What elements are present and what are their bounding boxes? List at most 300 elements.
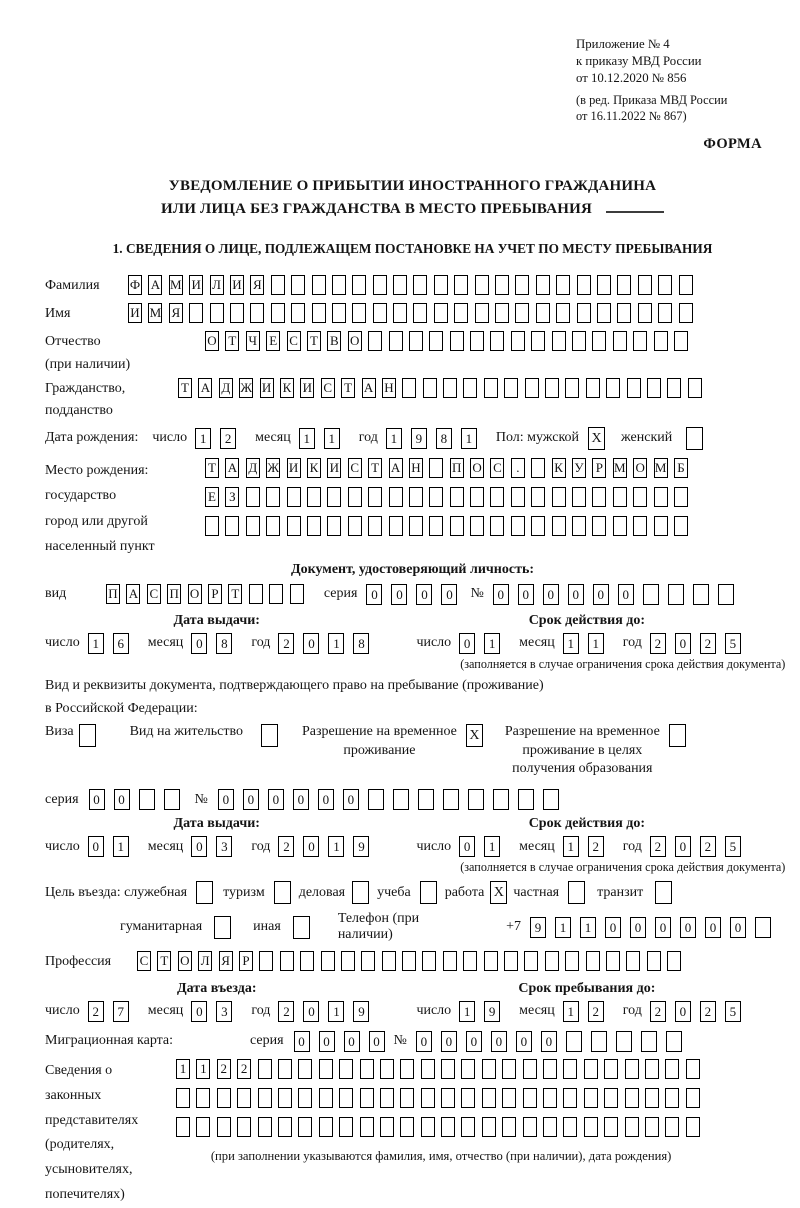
char-box[interactable]: 0: [459, 836, 475, 857]
char-box[interactable]: 2: [700, 1001, 716, 1022]
char-box[interactable]: [246, 487, 260, 507]
char-box[interactable]: 8: [436, 428, 452, 449]
checkbox[interactable]: [274, 881, 291, 904]
checkbox[interactable]: [293, 916, 310, 939]
char-box[interactable]: [278, 1117, 292, 1137]
char-box[interactable]: [543, 789, 559, 810]
char-box[interactable]: [475, 275, 489, 295]
char-box[interactable]: [515, 303, 529, 323]
char-box[interactable]: [196, 1088, 210, 1108]
char-box[interactable]: И: [300, 378, 314, 398]
char-box[interactable]: [667, 378, 681, 398]
char-box[interactable]: [518, 789, 534, 810]
char-box[interactable]: [668, 584, 684, 605]
char-box[interactable]: 1: [88, 633, 104, 654]
char-box[interactable]: 0: [655, 917, 671, 938]
char-box[interactable]: Т: [307, 331, 321, 351]
char-box[interactable]: [563, 1059, 577, 1079]
char-box[interactable]: [360, 1059, 374, 1079]
char-box[interactable]: 2: [217, 1059, 231, 1079]
char-box[interactable]: 0: [730, 917, 746, 938]
char-box[interactable]: И: [230, 275, 244, 295]
char-box[interactable]: [339, 1059, 353, 1079]
char-box[interactable]: [556, 275, 570, 295]
char-box[interactable]: [572, 331, 586, 351]
char-box[interactable]: 0: [593, 584, 609, 605]
char-box[interactable]: 1: [459, 1001, 475, 1022]
char-box[interactable]: 0: [89, 789, 105, 810]
char-box[interactable]: [493, 789, 509, 810]
char-box[interactable]: 0: [191, 836, 207, 857]
char-box[interactable]: [382, 951, 396, 971]
char-box[interactable]: Д: [219, 378, 233, 398]
char-box[interactable]: [606, 378, 620, 398]
char-box[interactable]: [368, 789, 384, 810]
checkbox[interactable]: [79, 724, 96, 747]
char-box[interactable]: [368, 331, 382, 351]
char-box[interactable]: 2: [278, 633, 294, 654]
char-box[interactable]: [566, 1031, 582, 1052]
char-box[interactable]: Ж: [266, 458, 280, 478]
char-box[interactable]: К: [307, 458, 321, 478]
char-box[interactable]: 2: [650, 1001, 666, 1022]
char-box[interactable]: [409, 516, 423, 536]
checkbox[interactable]: [420, 881, 437, 904]
char-box[interactable]: [250, 303, 264, 323]
char-box[interactable]: [613, 516, 627, 536]
char-box[interactable]: 0: [605, 917, 621, 938]
char-box[interactable]: [484, 378, 498, 398]
char-box[interactable]: [625, 1059, 639, 1079]
char-box[interactable]: О: [205, 331, 219, 351]
char-box[interactable]: [674, 331, 688, 351]
char-box[interactable]: [237, 1088, 251, 1108]
char-box[interactable]: [352, 275, 366, 295]
char-box[interactable]: Я: [169, 303, 183, 323]
char-box[interactable]: [523, 1088, 537, 1108]
char-box[interactable]: Т: [225, 331, 239, 351]
char-box[interactable]: [531, 516, 545, 536]
char-box[interactable]: [230, 303, 244, 323]
char-box[interactable]: .: [511, 458, 525, 478]
char-box[interactable]: Е: [266, 331, 280, 351]
char-box[interactable]: 0: [680, 917, 696, 938]
char-box[interactable]: [225, 516, 239, 536]
char-box[interactable]: [658, 303, 672, 323]
char-box[interactable]: [613, 487, 627, 507]
char-box[interactable]: 0: [88, 836, 104, 857]
char-box[interactable]: 1: [484, 633, 500, 654]
char-box[interactable]: [196, 1117, 210, 1137]
char-box[interactable]: [647, 951, 661, 971]
char-box[interactable]: [524, 951, 538, 971]
char-box[interactable]: [504, 951, 518, 971]
char-box[interactable]: 0: [318, 789, 334, 810]
char-box[interactable]: 2: [700, 633, 716, 654]
char-box[interactable]: 0: [541, 1031, 557, 1052]
char-box[interactable]: 1: [176, 1059, 190, 1079]
char-box[interactable]: [482, 1059, 496, 1079]
char-box[interactable]: [429, 487, 443, 507]
char-box[interactable]: [613, 331, 627, 351]
char-box[interactable]: [536, 303, 550, 323]
char-box[interactable]: Е: [205, 487, 219, 507]
char-box[interactable]: [470, 516, 484, 536]
char-box[interactable]: 1: [386, 428, 402, 449]
char-box[interactable]: [278, 1059, 292, 1079]
char-box[interactable]: [373, 275, 387, 295]
char-box[interactable]: [269, 584, 283, 604]
char-box[interactable]: [565, 951, 579, 971]
char-box[interactable]: [380, 1117, 394, 1137]
char-box[interactable]: [468, 789, 484, 810]
char-box[interactable]: [287, 516, 301, 536]
char-box[interactable]: [592, 331, 606, 351]
char-box[interactable]: [679, 303, 693, 323]
char-box[interactable]: М: [169, 275, 183, 295]
char-box[interactable]: [189, 303, 203, 323]
char-box[interactable]: Т: [178, 378, 192, 398]
char-box[interactable]: [454, 275, 468, 295]
char-box[interactable]: [504, 378, 518, 398]
char-box[interactable]: [380, 1059, 394, 1079]
char-box[interactable]: [402, 951, 416, 971]
char-box[interactable]: 1: [555, 917, 571, 938]
char-box[interactable]: [307, 487, 321, 507]
char-box[interactable]: [616, 1031, 632, 1052]
char-box[interactable]: [625, 1088, 639, 1108]
char-box[interactable]: [249, 584, 263, 604]
char-box[interactable]: [686, 1059, 700, 1079]
char-box[interactable]: [139, 789, 155, 810]
char-box[interactable]: [470, 487, 484, 507]
char-box[interactable]: Я: [250, 275, 264, 295]
checkbox[interactable]: X: [466, 724, 483, 747]
char-box[interactable]: [266, 516, 280, 536]
char-box[interactable]: М: [148, 303, 162, 323]
char-box[interactable]: П: [450, 458, 464, 478]
char-box[interactable]: [633, 487, 647, 507]
checkbox[interactable]: [214, 916, 231, 939]
char-box[interactable]: [271, 275, 285, 295]
char-box[interactable]: 2: [237, 1059, 251, 1079]
char-box[interactable]: Т: [228, 584, 242, 604]
char-box[interactable]: 2: [220, 428, 236, 449]
char-box[interactable]: [332, 303, 346, 323]
char-box[interactable]: [586, 378, 600, 398]
char-box[interactable]: [565, 378, 579, 398]
char-box[interactable]: [463, 951, 477, 971]
char-box[interactable]: 2: [650, 836, 666, 857]
char-box[interactable]: [291, 275, 305, 295]
char-box[interactable]: 2: [88, 1001, 104, 1022]
char-box[interactable]: Р: [239, 951, 253, 971]
char-box[interactable]: [176, 1088, 190, 1108]
char-box[interactable]: О: [178, 951, 192, 971]
char-box[interactable]: Л: [198, 951, 212, 971]
char-box[interactable]: [718, 584, 734, 605]
char-box[interactable]: 9: [353, 836, 369, 857]
char-box[interactable]: Ч: [246, 331, 260, 351]
char-box[interactable]: [360, 1088, 374, 1108]
char-box[interactable]: Т: [157, 951, 171, 971]
char-box[interactable]: [422, 951, 436, 971]
char-box[interactable]: [393, 303, 407, 323]
char-box[interactable]: 0: [303, 836, 319, 857]
char-box[interactable]: [389, 487, 403, 507]
char-box[interactable]: [278, 1088, 292, 1108]
char-box[interactable]: [688, 378, 702, 398]
char-box[interactable]: [674, 487, 688, 507]
char-box[interactable]: [572, 487, 586, 507]
char-box[interactable]: [319, 1117, 333, 1137]
char-box[interactable]: 9: [530, 917, 546, 938]
char-box[interactable]: [577, 275, 591, 295]
char-box[interactable]: [429, 331, 443, 351]
char-box[interactable]: С: [137, 951, 151, 971]
char-box[interactable]: 0: [416, 1031, 432, 1052]
char-box[interactable]: [217, 1117, 231, 1137]
char-box[interactable]: 1: [324, 428, 340, 449]
char-box[interactable]: 0: [191, 1001, 207, 1022]
char-box[interactable]: [434, 275, 448, 295]
char-box[interactable]: [556, 303, 570, 323]
checkbox[interactable]: [352, 881, 369, 904]
char-box[interactable]: О: [188, 584, 202, 604]
char-box[interactable]: С: [287, 331, 301, 351]
char-box[interactable]: [393, 275, 407, 295]
char-box[interactable]: [402, 378, 416, 398]
char-box[interactable]: [755, 917, 771, 938]
char-box[interactable]: 3: [216, 836, 232, 857]
char-box[interactable]: Т: [205, 458, 219, 478]
char-box[interactable]: 0: [491, 1031, 507, 1052]
char-box[interactable]: [429, 516, 443, 536]
char-box[interactable]: [490, 516, 504, 536]
checkbox[interactable]: X: [490, 881, 507, 904]
char-box[interactable]: 0: [344, 1031, 360, 1052]
char-box[interactable]: [502, 1059, 516, 1079]
char-box[interactable]: [443, 378, 457, 398]
char-box[interactable]: А: [362, 378, 376, 398]
char-box[interactable]: [543, 1059, 557, 1079]
char-box[interactable]: 2: [588, 1001, 604, 1022]
char-box[interactable]: [291, 303, 305, 323]
char-box[interactable]: 0: [319, 1031, 335, 1052]
char-box[interactable]: 1: [328, 836, 344, 857]
char-box[interactable]: [536, 275, 550, 295]
char-box[interactable]: Л: [210, 275, 224, 295]
char-box[interactable]: 1: [484, 836, 500, 857]
char-box[interactable]: [545, 378, 559, 398]
char-box[interactable]: [176, 1117, 190, 1137]
char-box[interactable]: [586, 951, 600, 971]
checkbox[interactable]: [196, 881, 213, 904]
char-box[interactable]: [287, 487, 301, 507]
char-box[interactable]: 0: [243, 789, 259, 810]
char-box[interactable]: [666, 1031, 682, 1052]
char-box[interactable]: [543, 1117, 557, 1137]
char-box[interactable]: Б: [674, 458, 688, 478]
char-box[interactable]: [443, 951, 457, 971]
char-box[interactable]: [421, 1117, 435, 1137]
char-box[interactable]: [645, 1117, 659, 1137]
char-box[interactable]: [389, 516, 403, 536]
char-box[interactable]: [339, 1088, 353, 1108]
char-box[interactable]: [454, 303, 468, 323]
char-box[interactable]: 0: [114, 789, 130, 810]
char-box[interactable]: [332, 275, 346, 295]
char-box[interactable]: [495, 275, 509, 295]
char-box[interactable]: М: [613, 458, 627, 478]
char-box[interactable]: [679, 275, 693, 295]
char-box[interactable]: 2: [588, 836, 604, 857]
char-box[interactable]: Н: [382, 378, 396, 398]
char-box[interactable]: 1: [563, 633, 579, 654]
char-box[interactable]: [450, 516, 464, 536]
char-box[interactable]: [643, 584, 659, 605]
char-box[interactable]: 0: [675, 633, 691, 654]
char-box[interactable]: [502, 1117, 516, 1137]
char-box[interactable]: [693, 584, 709, 605]
char-box[interactable]: [597, 275, 611, 295]
char-box[interactable]: [604, 1117, 618, 1137]
char-box[interactable]: 0: [303, 1001, 319, 1022]
char-box[interactable]: [368, 516, 382, 536]
checkbox[interactable]: [686, 427, 703, 450]
char-box[interactable]: [654, 331, 668, 351]
char-box[interactable]: Н: [409, 458, 423, 478]
char-box[interactable]: [531, 331, 545, 351]
char-box[interactable]: [421, 1059, 435, 1079]
char-box[interactable]: 0: [369, 1031, 385, 1052]
char-box[interactable]: 7: [113, 1001, 129, 1022]
char-box[interactable]: [633, 331, 647, 351]
char-box[interactable]: [523, 1059, 537, 1079]
char-box[interactable]: И: [189, 275, 203, 295]
char-box[interactable]: 0: [268, 789, 284, 810]
char-box[interactable]: 9: [411, 428, 427, 449]
char-box[interactable]: [429, 458, 443, 478]
char-box[interactable]: 9: [484, 1001, 500, 1022]
char-box[interactable]: [461, 1088, 475, 1108]
char-box[interactable]: О: [470, 458, 484, 478]
char-box[interactable]: А: [225, 458, 239, 478]
char-box[interactable]: 1: [113, 836, 129, 857]
char-box[interactable]: [441, 1117, 455, 1137]
char-box[interactable]: [617, 303, 631, 323]
char-box[interactable]: [389, 331, 403, 351]
char-box[interactable]: [380, 1088, 394, 1108]
char-box[interactable]: 0: [343, 789, 359, 810]
char-box[interactable]: [237, 1117, 251, 1137]
char-box[interactable]: [502, 1088, 516, 1108]
char-box[interactable]: [393, 789, 409, 810]
char-box[interactable]: Р: [592, 458, 606, 478]
char-box[interactable]: [638, 303, 652, 323]
char-box[interactable]: [545, 951, 559, 971]
char-box[interactable]: [373, 303, 387, 323]
char-box[interactable]: [667, 951, 681, 971]
char-box[interactable]: [482, 1088, 496, 1108]
char-box[interactable]: [645, 1088, 659, 1108]
char-box[interactable]: 1: [588, 633, 604, 654]
char-box[interactable]: [490, 331, 504, 351]
char-box[interactable]: [515, 275, 529, 295]
char-box[interactable]: [647, 378, 661, 398]
char-box[interactable]: [584, 1117, 598, 1137]
char-box[interactable]: Д: [246, 458, 260, 478]
char-box[interactable]: [461, 1117, 475, 1137]
char-box[interactable]: [400, 1117, 414, 1137]
char-box[interactable]: [409, 331, 423, 351]
char-box[interactable]: З: [225, 487, 239, 507]
char-box[interactable]: 1: [328, 633, 344, 654]
char-box[interactable]: 0: [543, 584, 559, 605]
char-box[interactable]: [654, 516, 668, 536]
char-box[interactable]: 1: [580, 917, 596, 938]
char-box[interactable]: Т: [368, 458, 382, 478]
char-box[interactable]: О: [633, 458, 647, 478]
char-box[interactable]: 1: [328, 1001, 344, 1022]
char-box[interactable]: [495, 303, 509, 323]
checkbox[interactable]: X: [588, 427, 605, 450]
char-box[interactable]: [686, 1088, 700, 1108]
char-box[interactable]: А: [198, 378, 212, 398]
char-box[interactable]: 0: [441, 1031, 457, 1052]
char-box[interactable]: [625, 1117, 639, 1137]
char-box[interactable]: [266, 487, 280, 507]
char-box[interactable]: 2: [278, 836, 294, 857]
char-box[interactable]: 1: [563, 1001, 579, 1022]
char-box[interactable]: [511, 331, 525, 351]
char-box[interactable]: [348, 516, 362, 536]
char-box[interactable]: [290, 584, 304, 604]
char-box[interactable]: [552, 331, 566, 351]
char-box[interactable]: [572, 516, 586, 536]
char-box[interactable]: 0: [568, 584, 584, 605]
char-box[interactable]: С: [490, 458, 504, 478]
char-box[interactable]: [210, 303, 224, 323]
char-box[interactable]: [258, 1059, 272, 1079]
char-box[interactable]: [450, 487, 464, 507]
char-box[interactable]: [327, 516, 341, 536]
char-box[interactable]: [258, 1088, 272, 1108]
char-box[interactable]: [164, 789, 180, 810]
char-box[interactable]: А: [126, 584, 140, 604]
char-box[interactable]: А: [389, 458, 403, 478]
char-box[interactable]: [339, 1117, 353, 1137]
checkbox[interactable]: [261, 724, 278, 747]
char-box[interactable]: Ф: [128, 275, 142, 295]
char-box[interactable]: [490, 487, 504, 507]
char-box[interactable]: Я: [219, 951, 233, 971]
char-box[interactable]: 0: [518, 584, 534, 605]
char-box[interactable]: 0: [675, 1001, 691, 1022]
char-box[interactable]: [409, 487, 423, 507]
char-box[interactable]: [577, 303, 591, 323]
char-box[interactable]: О: [348, 331, 362, 351]
char-box[interactable]: [341, 951, 355, 971]
char-box[interactable]: [327, 487, 341, 507]
char-box[interactable]: [307, 516, 321, 536]
checkbox[interactable]: [655, 881, 672, 904]
char-box[interactable]: [617, 275, 631, 295]
char-box[interactable]: С: [348, 458, 362, 478]
char-box[interactable]: 3: [216, 1001, 232, 1022]
char-box[interactable]: [592, 516, 606, 536]
char-box[interactable]: 0: [675, 836, 691, 857]
